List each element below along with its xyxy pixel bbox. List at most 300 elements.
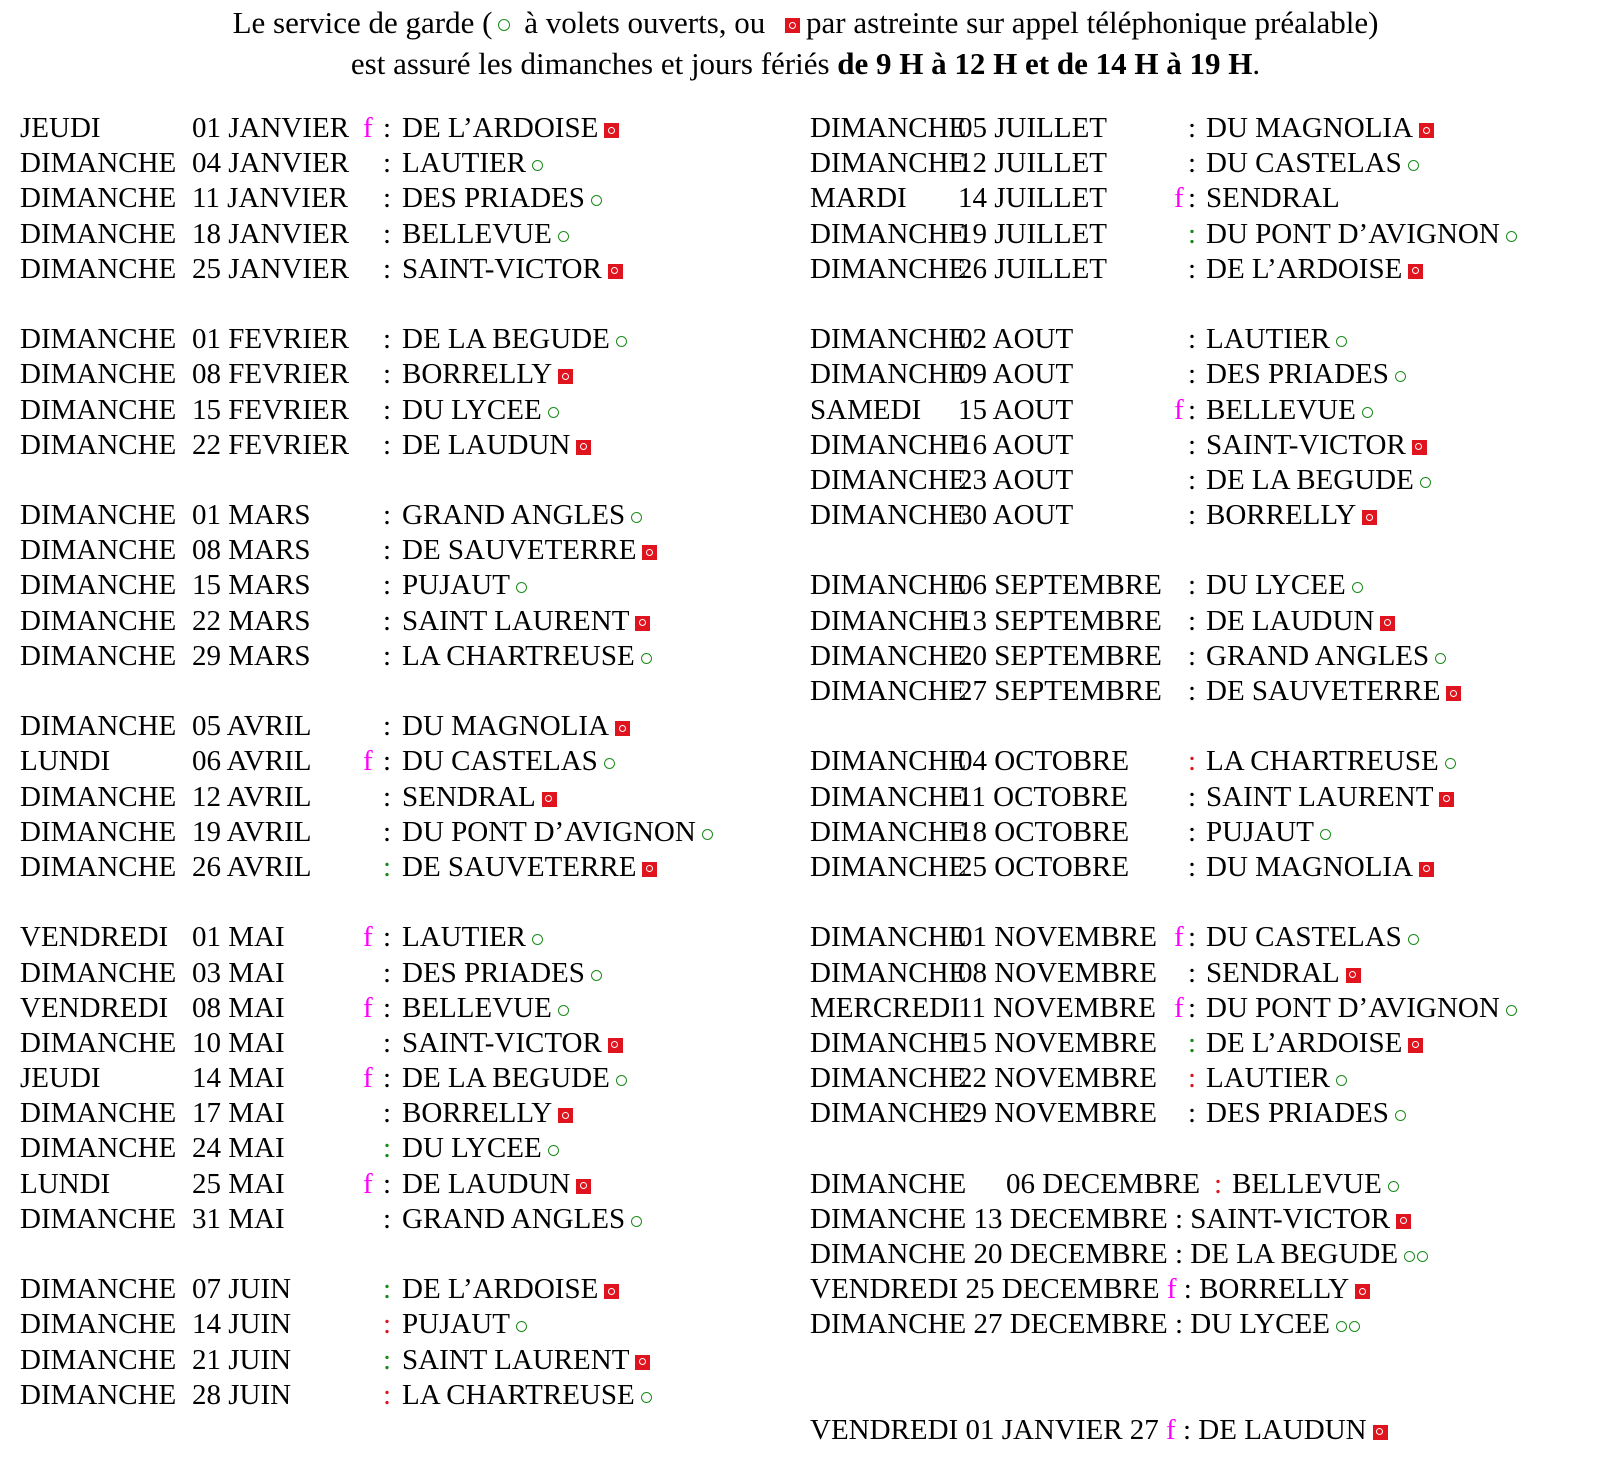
- header-line-2: est assuré les dimanches et jours fériés de 9 H à 12 H et de 14 H à 19 H.: [350, 46, 1261, 81]
- holiday-marker: f: [1174, 393, 1184, 426]
- astreinte-icon: [576, 440, 591, 455]
- date: 27 SEPTEMBRE: [958, 675, 1162, 707]
- pharmacy-name: LA CHARTREUSE: [402, 1378, 635, 1411]
- pharmacy-cell: [402, 146, 543, 181]
- pharmacy-cell: [402, 1026, 623, 1061]
- colon: :: [1188, 639, 1197, 672]
- colon: :: [383, 217, 392, 250]
- pharmacy-cell: [1206, 146, 1419, 181]
- colon: :: [1188, 358, 1197, 391]
- schedule-row: [20, 181, 800, 216]
- day-name: VENDREDI: [20, 921, 169, 954]
- day-name: DIMANCHE: [20, 604, 177, 637]
- pharmacy-cell: [402, 991, 569, 1026]
- pharmacy-name: SAINT LAURENT: [402, 604, 630, 637]
- pharmacy-name: DE L’ARDOISE: [1206, 1026, 1403, 1059]
- date: 01 NOVEMBRE: [958, 921, 1157, 954]
- colon: :: [1188, 745, 1197, 778]
- colon: :: [383, 147, 392, 180]
- schedule-row: [20, 1167, 800, 1202]
- date: 08 MAI: [192, 991, 285, 1024]
- astreinte-icon: [642, 545, 657, 560]
- date: 02 AOUT: [958, 323, 1074, 356]
- schedule-row: [20, 1131, 800, 1166]
- pharmacy-name: DE LA BEGUDE: [1190, 1238, 1399, 1270]
- spacer: [20, 674, 800, 709]
- day-name: DIMANCHE: [810, 639, 967, 672]
- colon: :: [1174, 1202, 1183, 1235]
- pharmacy-name: SAINT LAURENT: [1206, 780, 1434, 813]
- holiday-marker: f: [363, 112, 373, 144]
- pharmacy-cell: [1206, 1061, 1347, 1096]
- pharmacy-name: LAUTIER: [402, 921, 527, 954]
- schedule-row: [810, 639, 1600, 674]
- open-shutters-icon: [616, 1075, 627, 1086]
- day-name: DIMANCHE: [810, 428, 967, 461]
- pharmacy-name: DU PONT D’AVIGNON: [1206, 991, 1500, 1024]
- colon: :: [383, 358, 392, 391]
- colon: :: [1188, 252, 1197, 285]
- colon: :: [383, 1273, 392, 1306]
- pharmacy-cell: [1206, 815, 1331, 850]
- day-name: VENDREDI: [810, 1413, 959, 1446]
- schedule-row: [810, 815, 1600, 850]
- pharmacy-cell: [402, 1131, 559, 1166]
- day-name: DIMANCHE: [810, 956, 967, 989]
- holiday-marker: f: [1166, 1273, 1177, 1306]
- date: 29 NOVEMBRE: [958, 1097, 1157, 1130]
- date: 25 OCTOBRE: [958, 850, 1130, 883]
- pharmacy-name: DE LA BEGUDE: [402, 323, 610, 356]
- schedule-row: [810, 1307, 1600, 1342]
- pharmacy-name: DU PONT D’AVIGNON: [1206, 217, 1500, 250]
- astreinte-icon: [604, 1284, 619, 1299]
- schedule-row: [20, 1343, 800, 1378]
- schedule-row: [810, 1237, 1600, 1272]
- pharmacy-name: BELLEVUE: [402, 991, 552, 1024]
- schedule-row: [20, 956, 800, 991]
- open-shutters-icon: [1506, 231, 1517, 242]
- astreinte-icon: [558, 369, 573, 384]
- open-shutters-icon: [631, 512, 642, 523]
- open-shutters-icon: [1420, 477, 1431, 488]
- date: 18 OCTOBRE: [958, 815, 1130, 848]
- colon: :: [383, 428, 392, 461]
- pharmacy-name: DU LYCEE: [1206, 569, 1346, 602]
- colon: :: [1188, 604, 1197, 637]
- colon: :: [383, 745, 392, 778]
- day-name: DIMANCHE: [20, 639, 177, 672]
- date: 04 JANVIER: [192, 147, 350, 180]
- schedule-row: [810, 1026, 1600, 1061]
- date: 16 AOUT: [958, 428, 1074, 461]
- date: 15 FEVRIER: [192, 393, 350, 426]
- open-shutters-icon: [591, 195, 602, 206]
- pharmacy-cell: [1206, 322, 1347, 357]
- day-name: DIMANCHE: [810, 499, 967, 532]
- astreinte-icon: [1419, 123, 1434, 138]
- pharmacy-cell: [402, 639, 652, 674]
- astreinte-icon: [1412, 440, 1427, 455]
- date: 18 JANVIER: [192, 217, 350, 250]
- pharmacy-cell: [1206, 991, 1517, 1026]
- colon: :: [383, 815, 392, 848]
- pharmacy-cell: [402, 498, 642, 533]
- day-name: DIMANCHE: [810, 604, 967, 637]
- schedule-row: [20, 322, 800, 357]
- day-name: DIMANCHE: [810, 1308, 967, 1341]
- date: 25 DECEMBRE: [965, 1273, 1160, 1306]
- open-shutters-icon: [532, 160, 543, 171]
- colon: :: [1188, 1026, 1197, 1059]
- pharmacy-cell: [1206, 217, 1517, 252]
- schedule-row: [20, 604, 800, 639]
- schedule-row: [810, 393, 1600, 428]
- day-name: DIMANCHE: [20, 393, 177, 426]
- schedule-row: [810, 744, 1600, 779]
- pharmacy-name: DE LA BEGUDE: [1206, 463, 1414, 496]
- pharmacy-name: DE SAUVETERRE: [402, 850, 637, 883]
- day-name: DIMANCHE: [810, 1167, 967, 1200]
- pharmacy-name: DES PRIADES: [1206, 358, 1389, 391]
- colon: :: [383, 1132, 392, 1165]
- pharmacy-name: SAINT-VICTOR: [1190, 1202, 1391, 1235]
- open-shutters-icon: [1362, 407, 1373, 418]
- pharmacy-name: SENDRAL: [402, 780, 536, 813]
- colon: :: [1188, 1062, 1197, 1095]
- astreinte-icon: [1380, 616, 1395, 631]
- colon: :: [383, 252, 392, 285]
- astreinte-icon: [1408, 1038, 1423, 1053]
- pharmacy-cell: [402, 533, 657, 568]
- day-name: DIMANCHE: [20, 850, 177, 883]
- pharmacy-cell: [402, 111, 619, 146]
- pharmacy-cell: [402, 393, 559, 428]
- colon: :: [383, 323, 392, 356]
- schedule-row: [810, 920, 1600, 955]
- holiday-marker: f: [1174, 921, 1184, 954]
- holiday-marker: f: [363, 991, 373, 1024]
- schedule-row: [810, 357, 1600, 392]
- schedule-line: [810, 1308, 1360, 1340]
- schedule-row: [20, 1096, 800, 1131]
- pharmacy-name: GRAND ANGLES: [1206, 639, 1430, 672]
- day-name: DIMANCHE: [810, 147, 967, 180]
- schedule-row: [20, 1307, 800, 1342]
- pharmacy-name: DU LYCEE: [402, 393, 542, 426]
- holiday-marker: f: [1174, 182, 1184, 215]
- pharmacy-name: GRAND ANGLES: [402, 499, 626, 532]
- pharmacy-name: SAINT-VICTOR: [402, 1026, 602, 1059]
- open-shutters-icon: [1404, 1251, 1415, 1262]
- schedule-row: [810, 674, 1600, 709]
- spacer: [810, 287, 1600, 322]
- pharmacy-cell: [402, 217, 569, 252]
- date: 21 JUIN: [192, 1343, 292, 1376]
- schedule-row: [810, 604, 1600, 639]
- colon: :: [383, 639, 392, 672]
- schedule-row: [20, 568, 800, 603]
- left-column-schedule: [20, 111, 800, 1413]
- pharmacy-cell: [1206, 920, 1419, 955]
- day-name: DIMANCHE: [20, 323, 177, 356]
- pharmacy-name: LA CHARTREUSE: [1206, 745, 1439, 778]
- schedule-line: [810, 1203, 1411, 1235]
- day-name: DIMANCHE: [20, 1026, 177, 1059]
- colon: :: [383, 710, 392, 743]
- pharmacy-name: DU PONT D’AVIGNON: [402, 815, 696, 848]
- pharmacy-name: DE SAUVETERRE: [1206, 675, 1441, 707]
- open-shutters-icon: [641, 653, 652, 664]
- schedule-row: [20, 111, 800, 146]
- pharmacy-name: DE SAUVETERRE: [402, 534, 637, 567]
- colon: :: [383, 1167, 392, 1200]
- day-name: DIMANCHE: [20, 252, 177, 285]
- spacer: [810, 885, 1600, 920]
- pharmacy-cell: [402, 1202, 642, 1237]
- schedule-row: [810, 956, 1600, 991]
- day-name: DIMANCHE: [20, 217, 177, 250]
- day-name: DIMANCHE: [810, 1097, 967, 1130]
- colon: :: [383, 956, 392, 989]
- pharmacy-name: DES PRIADES: [402, 182, 585, 215]
- schedule-row: [810, 991, 1600, 1026]
- day-name: SAMEDI: [810, 393, 922, 426]
- pharmacy-name: LAUTIER: [1206, 323, 1331, 356]
- astreinte-icon: [1408, 264, 1423, 279]
- astreinte-icon: [635, 1355, 650, 1370]
- schedule-row: [810, 1272, 1600, 1307]
- schedule-row: [20, 533, 800, 568]
- date: 06 AVRIL: [192, 745, 312, 778]
- date: 06 SEPTEMBRE: [958, 569, 1162, 602]
- date: 22 FEVRIER: [192, 428, 350, 461]
- holiday-marker: f: [363, 1167, 373, 1200]
- colon: :: [383, 393, 392, 426]
- date: 27 DECEMBRE: [973, 1308, 1168, 1341]
- right-column-schedule: [810, 111, 1600, 1448]
- schedule-row: [810, 1167, 1600, 1202]
- pharmacy-cell: [1206, 463, 1431, 498]
- colon: :: [1188, 1097, 1197, 1130]
- colon: :: [1188, 850, 1197, 883]
- day-name: DIMANCHE: [20, 182, 177, 215]
- schedule-row: [20, 428, 800, 463]
- schedule-line: [810, 1273, 1370, 1305]
- pharmacy-name: DU LYCEE: [402, 1132, 542, 1165]
- open-shutters-icon: [558, 1005, 569, 1016]
- pharmacy-name: BORRELLY: [1206, 499, 1357, 532]
- colon: :: [383, 921, 392, 954]
- pharmacy-name: DE L’ARDOISE: [402, 112, 599, 144]
- colon: :: [1188, 499, 1197, 532]
- pharmacy-cell: [1206, 956, 1361, 991]
- header-line-1: Le service de garde ( à volets ouverts, ou par astreinte sur appel téléphonique préalable): [232, 5, 1379, 40]
- pharmacy-name: BELLEVUE: [402, 217, 552, 250]
- open-shutters-icon: [1395, 371, 1406, 382]
- pharmacy-cell: [402, 1378, 652, 1413]
- date: 04 OCTOBRE: [958, 745, 1130, 778]
- astreinte-icon: [1373, 1425, 1388, 1440]
- date: 20 DECEMBRE: [973, 1238, 1168, 1270]
- schedule-row: [20, 920, 800, 955]
- day-name: DIMANCHE: [20, 147, 177, 180]
- day-name: DIMANCHE: [810, 1026, 967, 1059]
- open-shutters-icon: [1349, 1321, 1360, 1332]
- date: 22 NOVEMBRE: [958, 1062, 1157, 1095]
- schedule-line: [810, 1238, 1428, 1270]
- schedule-row: [20, 1202, 800, 1237]
- date: 23 AOUT: [958, 463, 1074, 496]
- pharmacy-name: DE LAUDUN: [1198, 1413, 1367, 1446]
- date: 26 JUILLET: [958, 252, 1107, 285]
- day-name: DIMANCHE: [20, 1308, 177, 1341]
- date: 26 AVRIL: [192, 850, 312, 883]
- day-name: DIMANCHE: [810, 850, 967, 883]
- colon: :: [1188, 147, 1197, 180]
- pharmacy-name: BORRELLY: [402, 358, 553, 391]
- colon: :: [383, 780, 392, 813]
- pharmacy-name: DES PRIADES: [402, 956, 585, 989]
- spacer: [810, 1131, 1600, 1166]
- astreinte-legend-icon: [785, 18, 800, 33]
- colon: :: [383, 182, 392, 215]
- pharmacy-name: GRAND ANGLES: [402, 1202, 626, 1235]
- pharmacy-name: DES PRIADES: [1206, 1097, 1389, 1130]
- pharmacy-cell: [402, 956, 602, 991]
- schedule-row: [20, 1026, 800, 1061]
- date: 01 JANVIER 27: [965, 1413, 1159, 1446]
- pharmacy-cell: [402, 744, 615, 779]
- open-shutters-icon: [532, 934, 543, 945]
- colon: :: [383, 604, 392, 637]
- astreinte-icon: [576, 1179, 591, 1194]
- date: 25 JANVIER: [192, 252, 350, 285]
- pharmacy-name: SAINT-VICTOR: [402, 252, 602, 285]
- pharmacy-cell: [402, 181, 602, 216]
- pharmacy-cell: [1206, 428, 1427, 463]
- holiday-marker: f: [363, 1062, 373, 1095]
- date: 15 NOVEMBRE: [958, 1026, 1157, 1059]
- pharmacy-name: SAINT-VICTOR: [1206, 428, 1406, 461]
- schedule-row: [810, 1096, 1600, 1131]
- colon: :: [1174, 1238, 1183, 1270]
- day-name: VENDREDI: [810, 1273, 959, 1306]
- astreinte-icon: [642, 862, 657, 877]
- astreinte-icon: [1355, 1284, 1370, 1299]
- open-shutters-icon: [1336, 336, 1347, 347]
- colon: :: [1188, 428, 1197, 461]
- schedule-row: [20, 815, 800, 850]
- pharmacy-cell: [402, 252, 623, 287]
- day-name: VENDREDI: [20, 991, 169, 1024]
- date: 07 JUIN: [192, 1273, 292, 1306]
- date: 05 JUILLET: [958, 112, 1107, 144]
- colon: :: [383, 534, 392, 567]
- day-name: DIMANCHE: [20, 569, 177, 602]
- pharmacy-cell: [402, 920, 543, 955]
- colon: :: [383, 850, 392, 883]
- pharmacy-name: DE LA BEGUDE: [402, 1062, 610, 1095]
- schedule-row: [20, 217, 800, 252]
- date: 01 MAI: [192, 921, 285, 954]
- colon: :: [383, 499, 392, 532]
- holiday-marker: f: [1166, 1413, 1176, 1446]
- day-name: LUNDI: [20, 745, 111, 778]
- day-name: DIMANCHE: [810, 675, 967, 707]
- day-name: DIMANCHE: [20, 1132, 177, 1165]
- day-name: DIMANCHE: [810, 358, 967, 391]
- spacer: [20, 885, 800, 920]
- open-shutters-icon: [548, 1145, 559, 1156]
- open-shutters-icon: [631, 1216, 642, 1227]
- pharmacy-cell: [1206, 674, 1461, 709]
- date: 01 FEVRIER: [192, 323, 350, 356]
- schedule-row: [810, 322, 1600, 357]
- holiday-marker: f: [1174, 991, 1184, 1024]
- date: 28 JUIN: [192, 1378, 292, 1411]
- schedule-row: [810, 1413, 1600, 1448]
- schedule-line: [810, 1414, 1388, 1446]
- colon: :: [383, 1097, 392, 1130]
- open-shutters-icon: [1408, 934, 1419, 945]
- pharmacy-name: LA CHARTREUSE: [402, 639, 635, 672]
- day-name: DIMANCHE: [810, 252, 967, 285]
- colon: :: [1188, 182, 1197, 215]
- pharmacy-name: DU CASTELAS: [1206, 921, 1402, 954]
- schedule-row: [810, 463, 1600, 498]
- pharmacy-cell: [1206, 357, 1406, 392]
- schedule-row: [20, 393, 800, 428]
- day-name: MARDI: [810, 182, 907, 215]
- day-name: DIMANCHE: [20, 815, 177, 848]
- date: 14 MAI: [192, 1062, 285, 1095]
- astreinte-icon: [542, 792, 557, 807]
- colon: :: [383, 1378, 392, 1411]
- pharmacy-cell: [402, 1096, 573, 1131]
- day-name: DIMANCHE: [810, 1202, 967, 1235]
- colon: :: [1188, 569, 1197, 602]
- schedule-row: [20, 498, 800, 533]
- holiday-marker: f: [363, 745, 373, 778]
- schedule-row: [20, 357, 800, 392]
- pharmacy-cell: [402, 357, 573, 392]
- pharmacy-cell: [402, 1307, 527, 1342]
- astreinte-icon: [1346, 968, 1361, 983]
- colon: :: [1174, 1308, 1183, 1341]
- schedule-row: [810, 181, 1600, 216]
- open-shutters-legend-icon: [498, 19, 510, 31]
- open-shutters-icon: [1445, 758, 1456, 769]
- date: 10 MAI: [192, 1026, 285, 1059]
- astreinte-icon: [604, 123, 619, 138]
- pharmacy-cell: [402, 709, 630, 744]
- date: 08 NOVEMBRE: [958, 956, 1157, 989]
- day-name: DIMANCHE: [20, 358, 177, 391]
- pharmacy-cell: [402, 1061, 627, 1096]
- colon: :: [383, 1062, 392, 1095]
- day-name: DIMANCHE: [20, 499, 177, 532]
- pharmacy-name: LAUTIER: [402, 147, 527, 180]
- pharmacy-name: DU CASTELAS: [402, 745, 598, 778]
- pharmacy-name: DE LAUDUN: [402, 428, 571, 461]
- date: 14 JUIN: [192, 1308, 292, 1341]
- schedule-row: [20, 146, 800, 181]
- open-shutters-icon: [548, 407, 559, 418]
- schedule-row: [20, 639, 800, 674]
- date: 06 DECEMBRE: [1006, 1167, 1201, 1200]
- day-name: DIMANCHE: [20, 780, 177, 813]
